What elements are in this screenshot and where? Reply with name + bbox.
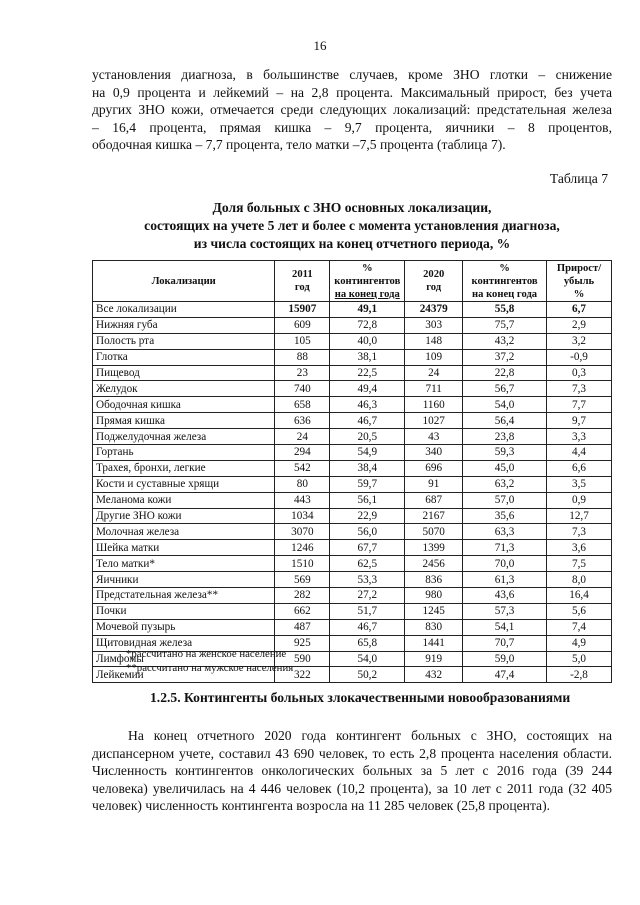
cell-y2020: 91 bbox=[405, 476, 463, 492]
cell-p2020: 45,0 bbox=[463, 460, 547, 476]
table-row bbox=[93, 492, 612, 508]
header-2020: 2020 год bbox=[405, 261, 463, 302]
cell-loc: Щитовидная железа bbox=[93, 635, 275, 651]
table-row bbox=[93, 603, 612, 619]
intro-line: – 16,4 процента, прямая кишка – 9,7 процента, яичники – 8 процентов, bbox=[92, 119, 612, 135]
cell-y2011: 1246 bbox=[275, 540, 330, 556]
cell-p2011: 56,1 bbox=[330, 492, 405, 508]
cell-y2020: 1441 bbox=[405, 635, 463, 651]
cell-y2020: 24379 bbox=[405, 302, 463, 318]
cell-y2020: 432 bbox=[405, 667, 463, 683]
cell-y2011: 925 bbox=[275, 635, 330, 651]
intro-line: других ЗНО кожи, отмечается среди следующих локализаций: предстательная железа bbox=[92, 102, 612, 117]
cell-p2020: 63,2 bbox=[463, 476, 547, 492]
data-table bbox=[92, 260, 612, 683]
cell-growth: 6,7 bbox=[547, 302, 612, 318]
cell-growth: 7,4 bbox=[547, 619, 612, 635]
cell-growth: 7,3 bbox=[547, 381, 612, 397]
cell-loc: Ободочная кишка bbox=[93, 397, 275, 413]
cell-growth: 7,3 bbox=[547, 524, 612, 540]
cell-y2020: 919 bbox=[405, 651, 463, 667]
cell-y2011: 590 bbox=[275, 651, 330, 667]
cell-p2020: 75,7 bbox=[463, 317, 547, 333]
header-pct-2011: % контингентов на конец года bbox=[330, 261, 405, 302]
cell-y2011: 294 bbox=[275, 445, 330, 461]
table-row bbox=[93, 572, 612, 588]
cell-growth: 3,2 bbox=[547, 333, 612, 349]
page-number: 16 bbox=[313, 38, 327, 53]
cell-y2011: 15907 bbox=[275, 302, 330, 318]
cell-y2020: 148 bbox=[405, 333, 463, 349]
cell-p2011: 38,4 bbox=[330, 460, 405, 476]
cell-y2011: 658 bbox=[275, 397, 330, 413]
cell-y2020: 2167 bbox=[405, 508, 463, 524]
cell-y2020: 1399 bbox=[405, 540, 463, 556]
cell-loc: Другие ЗНО кожи bbox=[93, 508, 275, 524]
cell-p2011: 53,3 bbox=[330, 572, 405, 588]
cell-growth: 9,7 bbox=[547, 413, 612, 429]
cell-y2011: 609 bbox=[275, 317, 330, 333]
cell-p2020: 70,7 bbox=[463, 635, 547, 651]
cell-y2011: 80 bbox=[275, 476, 330, 492]
cell-loc: Глотка bbox=[93, 349, 275, 365]
table-row bbox=[93, 460, 612, 476]
cell-growth: 3,5 bbox=[547, 476, 612, 492]
table-row bbox=[93, 413, 612, 429]
cell-y2020: 1245 bbox=[405, 603, 463, 619]
section-heading: 1.2.5. Контингенты больных злокачественными новообразованиями bbox=[150, 690, 571, 705]
closing-paragraph: На конец отчетного 2020 года контингент больных с ЗНО, состоящих на диспансерном учете, составил 43 690 человек, то есть 2,8 процента населения области. Численность контингентов онкологических больных за 5 лет с 2016 года (39 244 человека) увеличилась на 4 446 человек (10,2 процента), за 10 лет с 2011 года (32 405 человек) численность контингента возросла на 11 285 человек (25,8 процента). bbox=[92, 728, 612, 813]
table-title bbox=[92, 199, 612, 253]
cell-p2020: 23,8 bbox=[463, 429, 547, 445]
cell-loc: Все локализации bbox=[93, 302, 275, 318]
cell-p2011: 72,8 bbox=[330, 317, 405, 333]
cell-y2020: 24 bbox=[405, 365, 463, 381]
cell-p2020: 54,0 bbox=[463, 397, 547, 413]
cell-y2020: 1160 bbox=[405, 397, 463, 413]
cell-p2020: 54,1 bbox=[463, 619, 547, 635]
cell-growth: 16,4 bbox=[547, 588, 612, 604]
footnotes bbox=[126, 647, 293, 675]
cell-p2011: 49,1 bbox=[330, 302, 405, 318]
cell-y2020: 687 bbox=[405, 492, 463, 508]
cell-p2011: 20,5 bbox=[330, 429, 405, 445]
cell-loc: Лимфомы bbox=[93, 651, 275, 667]
cell-p2020: 22,8 bbox=[463, 365, 547, 381]
table-row bbox=[93, 508, 612, 524]
cell-loc: Меланома кожи bbox=[93, 492, 275, 508]
table-row bbox=[93, 619, 612, 635]
table-row bbox=[93, 429, 612, 445]
cell-p2011: 56,0 bbox=[330, 524, 405, 540]
cell-loc: Желудок bbox=[93, 381, 275, 397]
cell-loc: Пищевод bbox=[93, 365, 275, 381]
cell-growth: 6,6 bbox=[547, 460, 612, 476]
cell-p2020: 55,8 bbox=[463, 302, 547, 318]
header-localization: Локализации bbox=[93, 261, 275, 302]
cell-p2020: 47,4 bbox=[463, 667, 547, 683]
cell-y2020: 830 bbox=[405, 619, 463, 635]
cell-y2011: 740 bbox=[275, 381, 330, 397]
header-growth: Прирост/ убыль % bbox=[547, 261, 612, 302]
header-2011: 2011 год bbox=[275, 261, 330, 302]
cell-y2011: 88 bbox=[275, 349, 330, 365]
cell-p2011: 27,2 bbox=[330, 588, 405, 604]
table-title-line: состоящих на учете 5 лет и более с момента установления диагноза, bbox=[144, 218, 560, 233]
cell-loc: Трахея, бронхи, легкие bbox=[93, 460, 275, 476]
cell-p2011: 46,3 bbox=[330, 397, 405, 413]
cell-growth: 5,0 bbox=[547, 651, 612, 667]
cell-y2011: 322 bbox=[275, 667, 330, 683]
intro-line: на 0,9 процента и лейкемий – на 2,8 процента. Максимальный прирост, без учета bbox=[92, 84, 612, 100]
cell-growth: 12,7 bbox=[547, 508, 612, 524]
cell-y2020: 711 bbox=[405, 381, 463, 397]
cell-y2020: 109 bbox=[405, 349, 463, 365]
cell-y2011: 487 bbox=[275, 619, 330, 635]
cell-p2011: 40,0 bbox=[330, 333, 405, 349]
cell-growth: 2,9 bbox=[547, 317, 612, 333]
cell-p2011: 54,0 bbox=[330, 651, 405, 667]
cell-y2020: 5070 bbox=[405, 524, 463, 540]
intro-line: установления диагноза, в большинстве случаев, кроме ЗНО глотки – снижение bbox=[92, 67, 612, 82]
cell-p2020: 35,6 bbox=[463, 508, 547, 524]
cell-loc: Молочная железа bbox=[93, 524, 275, 540]
cell-y2020: 696 bbox=[405, 460, 463, 476]
cell-y2020: 340 bbox=[405, 445, 463, 461]
cell-growth: 0,3 bbox=[547, 365, 612, 381]
cell-p2011: 46,7 bbox=[330, 413, 405, 429]
cell-y2020: 1027 bbox=[405, 413, 463, 429]
cell-y2020: 43 bbox=[405, 429, 463, 445]
cell-p2020: 56,7 bbox=[463, 381, 547, 397]
cell-p2020: 57,0 bbox=[463, 492, 547, 508]
cell-growth: 4,4 bbox=[547, 445, 612, 461]
table-row bbox=[93, 476, 612, 492]
cell-p2011: 59,7 bbox=[330, 476, 405, 492]
cell-growth: 4,9 bbox=[547, 635, 612, 651]
table-row bbox=[93, 333, 612, 349]
cell-y2020: 2456 bbox=[405, 556, 463, 572]
cell-p2011: 38,1 bbox=[330, 349, 405, 365]
cell-loc: Почки bbox=[93, 603, 275, 619]
cell-y2011: 105 bbox=[275, 333, 330, 349]
cell-growth: 3,6 bbox=[547, 540, 612, 556]
cell-p2011: 49,4 bbox=[330, 381, 405, 397]
cell-p2020: 57,3 bbox=[463, 603, 547, 619]
cell-y2020: 980 bbox=[405, 588, 463, 604]
cell-loc: Мочевой пузырь bbox=[93, 619, 275, 635]
table-title-line: Доля больных с ЗНО основных локализации, bbox=[212, 200, 492, 215]
cell-y2011: 636 bbox=[275, 413, 330, 429]
table-row bbox=[93, 445, 612, 461]
cell-y2011: 569 bbox=[275, 572, 330, 588]
cell-p2020: 56,4 bbox=[463, 413, 547, 429]
table-row bbox=[93, 397, 612, 413]
cell-p2020: 61,3 bbox=[463, 572, 547, 588]
cell-y2020: 836 bbox=[405, 572, 463, 588]
cell-growth: 5,6 bbox=[547, 603, 612, 619]
cell-loc: Нижняя губа bbox=[93, 317, 275, 333]
cell-y2011: 1034 bbox=[275, 508, 330, 524]
cell-growth: 7,7 bbox=[547, 397, 612, 413]
cell-growth: -2,8 bbox=[547, 667, 612, 683]
cell-p2020: 37,2 bbox=[463, 349, 547, 365]
cell-p2020: 59,3 bbox=[463, 445, 547, 461]
table-header-row bbox=[93, 261, 612, 302]
cell-p2011: 22,9 bbox=[330, 508, 405, 524]
cell-growth: 3,3 bbox=[547, 429, 612, 445]
cell-y2011: 24 bbox=[275, 429, 330, 445]
cell-p2011: 46,7 bbox=[330, 619, 405, 635]
cell-p2011: 65,8 bbox=[330, 635, 405, 651]
intro-paragraph bbox=[92, 66, 612, 154]
cell-p2020: 43,2 bbox=[463, 333, 547, 349]
cell-y2011: 282 bbox=[275, 588, 330, 604]
cell-loc: Лейкемии bbox=[93, 667, 275, 683]
cell-growth: -0,9 bbox=[547, 349, 612, 365]
table-row bbox=[93, 349, 612, 365]
cell-loc: Предстательная железа** bbox=[93, 588, 275, 604]
cell-p2020: 59,0 bbox=[463, 651, 547, 667]
header-pct-2020: % контингентов на конец года bbox=[463, 261, 547, 302]
cell-loc: Кости и суставные хрящи bbox=[93, 476, 275, 492]
cell-p2011: 22,5 bbox=[330, 365, 405, 381]
cell-p2011: 51,7 bbox=[330, 603, 405, 619]
cell-p2020: 71,3 bbox=[463, 540, 547, 556]
table-row bbox=[93, 381, 612, 397]
cell-y2011: 662 bbox=[275, 603, 330, 619]
cell-p2011: 50,2 bbox=[330, 667, 405, 683]
cell-loc: Прямая кишка bbox=[93, 413, 275, 429]
table-row bbox=[93, 540, 612, 556]
cell-loc: Полость рта bbox=[93, 333, 275, 349]
cell-growth: 0,9 bbox=[547, 492, 612, 508]
cell-p2011: 62,5 bbox=[330, 556, 405, 572]
table-row bbox=[93, 317, 612, 333]
table-label: Таблица 7 bbox=[549, 171, 608, 186]
table-row bbox=[93, 365, 612, 381]
cell-y2011: 3070 bbox=[275, 524, 330, 540]
cell-loc: Тело матки* bbox=[93, 556, 275, 572]
cell-loc: Шейка матки bbox=[93, 540, 275, 556]
table-row bbox=[93, 302, 612, 318]
footnote: **рассчитано на мужское населения bbox=[126, 662, 294, 674]
cell-y2011: 542 bbox=[275, 460, 330, 476]
cell-loc: Гортань bbox=[93, 445, 275, 461]
cell-p2020: 70,0 bbox=[463, 556, 547, 572]
cell-growth: 7,5 bbox=[547, 556, 612, 572]
cell-p2020: 43,6 bbox=[463, 588, 547, 604]
cell-p2020: 63,3 bbox=[463, 524, 547, 540]
cell-loc: Яичники bbox=[93, 572, 275, 588]
table-row bbox=[93, 588, 612, 604]
footnote: *рассчитано на женское население bbox=[126, 648, 287, 660]
cell-p2011: 54,9 bbox=[330, 445, 405, 461]
intro-line: ободочная кишка – 7,7 процента, тело матки –7,5 процента (таблица 7). bbox=[92, 137, 506, 152]
table-row bbox=[93, 556, 612, 572]
table-title-line: из числа состоящих на конец отчетного периода, % bbox=[193, 236, 511, 251]
cell-p2011: 67,7 bbox=[330, 540, 405, 556]
cell-growth: 8,0 bbox=[547, 572, 612, 588]
table-row bbox=[93, 524, 612, 540]
cell-y2011: 1510 bbox=[275, 556, 330, 572]
cell-y2011: 23 bbox=[275, 365, 330, 381]
cell-loc: Поджелудочная железа bbox=[93, 429, 275, 445]
cell-y2011: 443 bbox=[275, 492, 330, 508]
cell-y2020: 303 bbox=[405, 317, 463, 333]
